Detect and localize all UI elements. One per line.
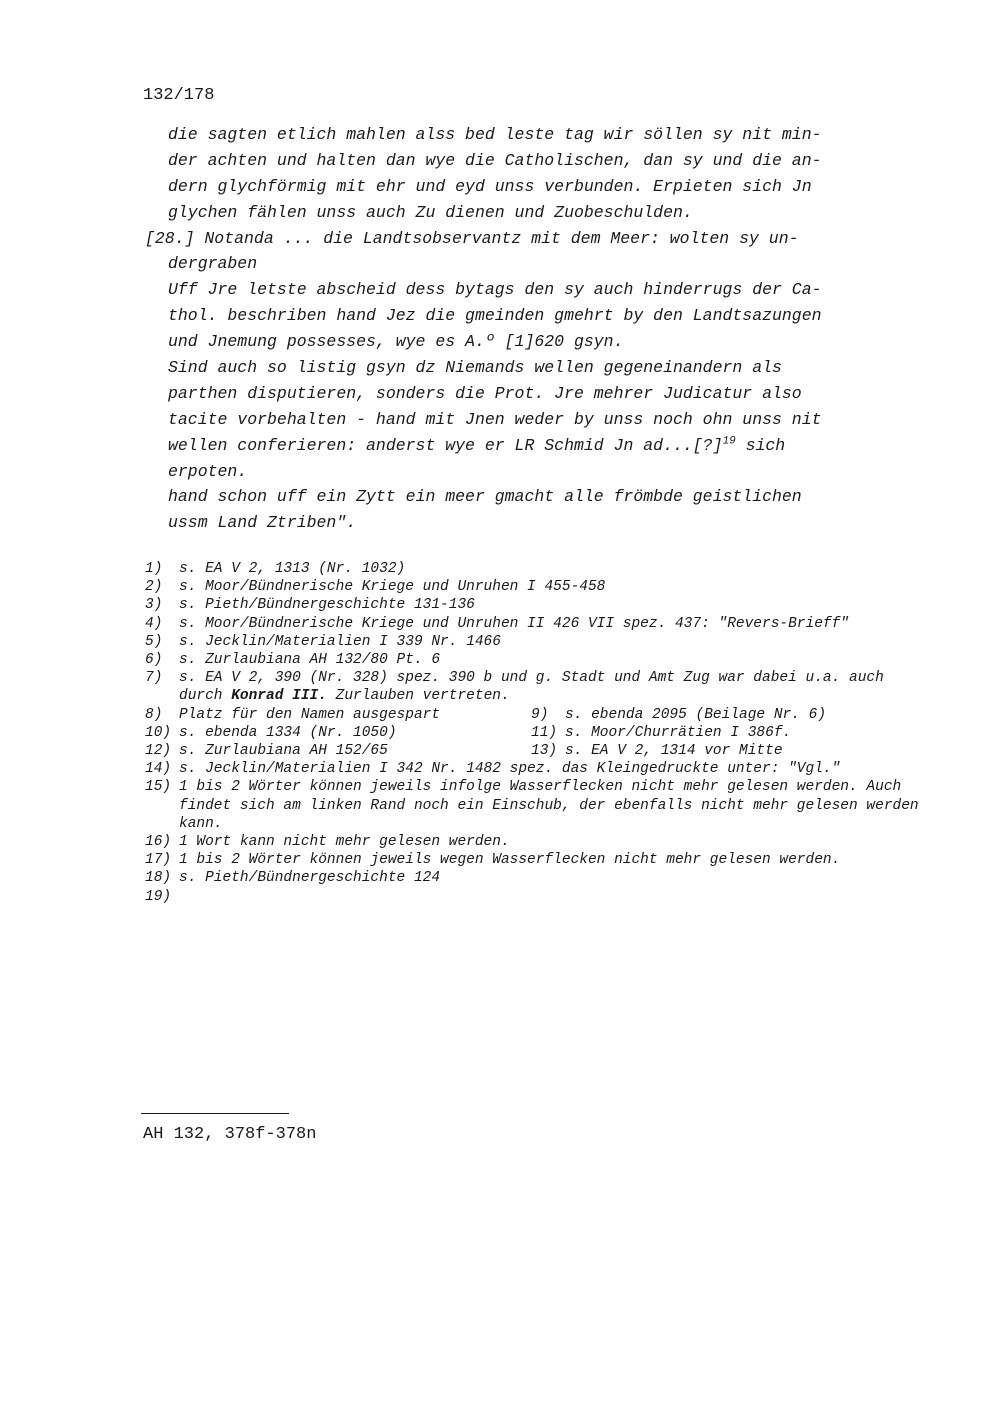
note-text: s. Zurlaubiana AH 132/80 Pt. 6 bbox=[179, 652, 441, 669]
text-line: Sind auch so listig gsyn dz Niemands wellen gegeneinandern als bbox=[168, 358, 782, 378]
note-pair bbox=[145, 742, 935, 760]
text-line: ussm Land Ztriben". bbox=[168, 513, 357, 533]
text-segment: wellen conferieren: anderst wye er LR Schmid Jn ad...[?] bbox=[168, 435, 723, 455]
note-pair bbox=[145, 706, 935, 724]
note-item bbox=[145, 560, 935, 578]
note-item bbox=[531, 706, 917, 724]
note-text: Platz für den Namen ausgespart bbox=[179, 706, 441, 723]
note-number: 8) bbox=[145, 706, 163, 723]
note-text: s. Pieth/Bündnergeschichte 124 bbox=[179, 870, 441, 887]
footnote-marker: 19 bbox=[722, 435, 736, 448]
note-text: 1 bis 2 Wörter können jeweils infolge Wasserflecken nicht mehr gelesen werden. Auch findet sich am linken Rand noch ein Einschub, der ebenfalls nicht mehr gelesen werden kann. bbox=[179, 779, 919, 832]
text-line: hand schon uff ein Zytt ein meer gmacht alle frömbde geistlichen bbox=[168, 487, 802, 507]
note-number: 3) bbox=[145, 597, 163, 614]
note-bold-name: Konrad III. bbox=[231, 688, 327, 705]
text-segment: sich bbox=[735, 435, 786, 455]
note-item bbox=[145, 596, 935, 614]
text-line: die sagten etlich mahlen alss bed leste tag wir söllen sy nit min- bbox=[168, 125, 822, 144]
note-item bbox=[145, 888, 935, 906]
note-number: 14) bbox=[145, 761, 172, 778]
note-item bbox=[145, 760, 935, 778]
text-line bbox=[145, 433, 915, 459]
text-line: parthen disputieren, sonders die Prot. Jre mehrer Judicatur also bbox=[168, 383, 802, 403]
note-item bbox=[145, 869, 935, 887]
note-number: 1) bbox=[145, 561, 163, 577]
note-number: 6) bbox=[145, 652, 163, 669]
note-item bbox=[145, 851, 935, 869]
note-text bbox=[179, 888, 935, 906]
note-text: s. ebenda 2095 (Beilage Nr. 6) bbox=[565, 706, 827, 723]
note-item bbox=[145, 578, 935, 596]
note-text: s. Moor/Bündnerische Kriege und Unruhen I 455-458 bbox=[179, 579, 606, 596]
note-item bbox=[145, 651, 935, 669]
note-text: s. Moor/Churrätien I 386f. bbox=[565, 724, 792, 741]
text-line: erpoten. bbox=[168, 461, 248, 481]
note-text: s. Jecklin/Materialien I 342 Nr. 1482 spez. das Kleingedruckte unter: "Vgl." bbox=[179, 761, 841, 778]
text-line: glychen fählen unss auch Zu dienen und Zuobeschulden. bbox=[168, 202, 693, 222]
main-text bbox=[145, 122, 915, 536]
note-number: 15) bbox=[145, 779, 172, 796]
text-line: tacite vorbehalten - hand mit Jnen weder by unss noch ohn unss nit bbox=[168, 409, 822, 429]
note-text: s. EA V 2, 1313 (Nr. 1032) bbox=[179, 561, 406, 577]
text-line: der achten und halten dan wye die Catholischen, dan sy und die an- bbox=[168, 150, 822, 170]
note-number: 7) bbox=[145, 670, 163, 687]
text-line: dern glychförmig mit ehr und eyd unss verbunden. Erpieten sich Jn bbox=[168, 176, 812, 196]
note-item bbox=[145, 724, 531, 742]
note-text: s. Jecklin/Materialien I 339 Nr. 1466 bbox=[179, 633, 501, 650]
note-text bbox=[179, 669, 935, 705]
note-item bbox=[145, 778, 935, 833]
note-number: 11) bbox=[531, 724, 558, 741]
note-item bbox=[145, 615, 935, 633]
note-number: 2) bbox=[145, 579, 163, 596]
note-number: 5) bbox=[145, 633, 163, 650]
note-item bbox=[145, 833, 935, 851]
note-pair bbox=[145, 724, 935, 742]
note-item bbox=[531, 742, 917, 760]
note-text: s. EA V 2, 1314 vor Mitte bbox=[565, 743, 783, 760]
page-number: 132/178 bbox=[143, 86, 215, 105]
note-number: 9) bbox=[531, 706, 549, 723]
note-number: 10) bbox=[145, 724, 172, 741]
note-item bbox=[145, 669, 935, 705]
note-number: 17) bbox=[145, 852, 172, 869]
note-number: 12) bbox=[145, 743, 172, 760]
note-number: 16) bbox=[145, 834, 172, 851]
note-number: 13) bbox=[531, 743, 558, 760]
text-line: und Jnemung possesses, wye es A.º [1]620 gsyn. bbox=[168, 332, 624, 352]
note-item bbox=[145, 706, 531, 724]
note-text: 1 Wort kann nicht mehr gelesen werden. bbox=[179, 834, 510, 851]
footnote-divider bbox=[141, 1113, 289, 1114]
text-line: [28.] Notanda ... die Landtsobservantz mit dem Meer: wolten sy un- bbox=[145, 228, 799, 248]
note-number: 4) bbox=[145, 615, 163, 632]
note-item bbox=[145, 633, 935, 651]
note-text: s. Moor/Bündnerische Kriege und Unruhen II 426 VII spez. 437: "Revers-Brieff" bbox=[179, 615, 850, 632]
note-text: s. Zurlaubiana AH 152/65 bbox=[179, 743, 388, 760]
note-text-segment: Zurlauben vertreten. bbox=[326, 688, 510, 705]
note-text-segment: s. EA V 2, 390 (Nr. 328) spez. 390 b und g. Stadt und Amt Zug war dabei u.a. auch durch bbox=[179, 670, 884, 705]
note-item bbox=[531, 724, 917, 742]
footnote-text: AH 132, 378f-378n bbox=[143, 1125, 317, 1144]
note-item bbox=[145, 742, 531, 760]
notes-list bbox=[145, 560, 935, 906]
text-line: Uff Jre letste abscheid dess bytags den sy auch hinderrugs der Ca- bbox=[168, 280, 822, 300]
text-line: dergraben bbox=[168, 254, 258, 274]
note-number: 19) bbox=[145, 888, 172, 905]
note-text: 1 bis 2 Wörter können jeweils wegen Wasserflecken nicht mehr gelesen werden. bbox=[179, 852, 841, 869]
text-line: thol. beschriben hand Jez die gmeinden gmehrt by den Landtsazungen bbox=[168, 306, 822, 326]
note-text: s. ebenda 1334 (Nr. 1050) bbox=[179, 724, 397, 741]
note-text: s. Pieth/Bündnergeschichte 131-136 bbox=[179, 597, 475, 614]
note-number: 18) bbox=[145, 870, 172, 887]
